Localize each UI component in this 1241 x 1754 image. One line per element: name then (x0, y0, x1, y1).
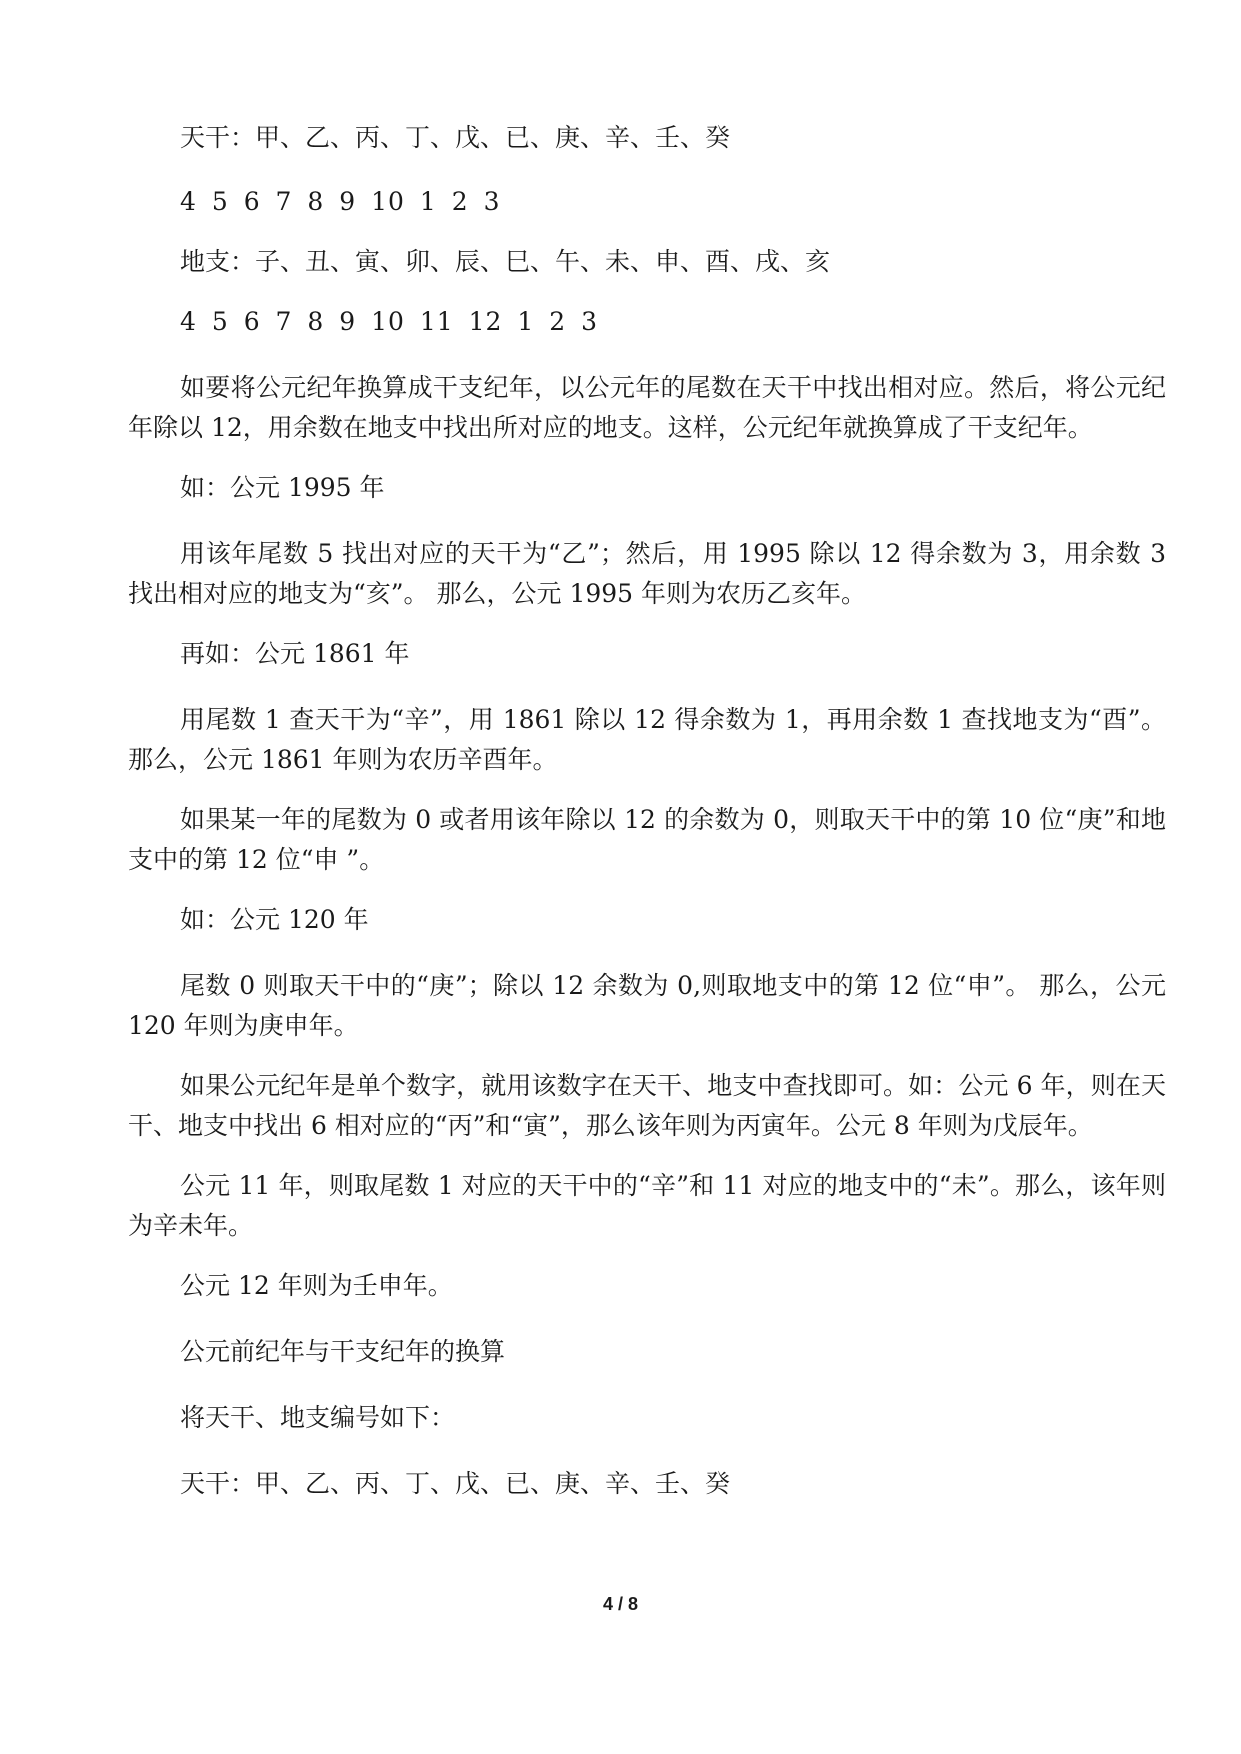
paragraph-zero-rule: 如果某一年的尾数为 0 或者用该年除以 12 的余数为 0，则取天干中的第 10 位“庚”和地支中的第 12 位“申 ”。 (128, 805, 1166, 874)
paragraph-example-1861: 再如：公元 1861 年 (180, 639, 410, 668)
paragraph-single-digit-rule: 如果公元纪年是单个数字，就用该数字在天干、地支中查找即可。如：公元 6 年，则在天干、地支中找出 6 相对应的“丙”和“寅”，那么该年则为丙寅年。公元 8 年则为戊辰年。 (128, 1071, 1166, 1140)
paragraph-example-120: 如：公元 120 年 (180, 905, 369, 934)
heavenly-stems-line-repeat: 天干：甲、乙、丙、丁、戊、已、庚、辛、壬、癸 (180, 1469, 731, 1498)
heavenly-stems-line: 天干：甲、乙、丙、丁、戊、已、庚、辛、壬、癸 (180, 123, 731, 152)
paragraph-numbering-intro: 将天干、地支编号如下： (180, 1403, 456, 1432)
paragraph-1861-explanation: 用尾数 1 查天干为“辛”，用 1861 除以 12 得余数为 1，再用余数 1 查找地支为“酉”。那么，公元 1861 年则为农历辛酉年。 (128, 705, 1166, 774)
earthly-branches-numbers: 4 5 6 7 8 9 10 11 12 1 2 3 (180, 307, 599, 336)
heavenly-stems-numbers: 4 5 6 7 8 9 10 1 2 3 (180, 187, 501, 216)
section-heading-bc: 公元前纪年与干支纪年的换算 (180, 1337, 506, 1366)
paragraph-example-1995: 如：公元 1995 年 (180, 473, 385, 502)
paragraph-year-11: 公元 11 年，则取尾数 1 对应的天干中的“辛”和 11 对应的地支中的“未”。那么，该年则为辛未年。 (128, 1171, 1166, 1240)
page-number: 4 / 8 (602, 1594, 639, 1614)
paragraph-year-12: 公元 12 年则为壬申年。 (180, 1271, 453, 1300)
paragraph-1995-explanation: 用该年尾数 5 找出对应的天干为“乙”；然后，用 1995 除以 12 得余数为 3，用余数 3 找出相对应的地支为“亥”。 那么，公元 1995 年则为农历乙亥年。 (128, 539, 1166, 608)
paragraph-conversion-method: 如要将公元纪年换算成干支纪年，以公元年的尾数在天干中找出相对应。然后，将公元纪年除以 12，用余数在地支中找出所对应的地支。这样，公元纪年就换算成了干支纪年。 (128, 373, 1166, 442)
earthly-branches-line: 地支：子、丑、寅、卯、辰、巳、午、未、申、酉、戌、亥 (180, 247, 831, 276)
paragraph-120-explanation: 尾数 0 则取天干中的“庚”；除以 12 余数为 0,则取地支中的第 12 位“申”。 那么，公元 120 年则为庚申年。 (128, 971, 1166, 1040)
